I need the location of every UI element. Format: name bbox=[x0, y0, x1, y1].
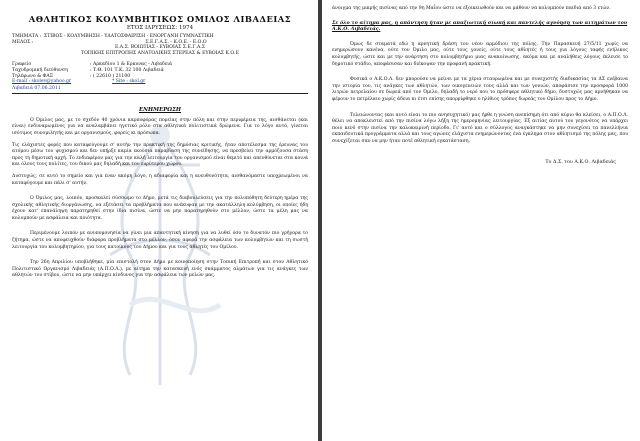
member-label: ΜΕΛΟΣ : bbox=[12, 39, 34, 45]
right-paragraph-2: Όμως δε σταματά εδώ η αρνητική δράση του νέου αρμόδιου της πόλης. Την Παρασκευή 27/5/11 χωρίς να ενημερώσουν κανένα, ούτε τον Όμιλο μας, ούτε τους γονείς, ούτε τους αθλητές ή τους για λόγους ταφής ενήλικος κολυμβητής, ώστε και με την ανάρτηση στο κολυμβητήριο μιας ανακοίνωσης, ακόμα και με αναλήθεις λόγους έκλεισε το δημοτικό στάδιο, αποφάσισαν και διέκοψαν την προφανή πρακτική. bbox=[332, 41, 628, 67]
right-paragraph-3: Φυσικά ο Α.Κ.Ο.Λ. δεν μπορούσε να μείνει με τα χέρια σταυρωμένα και με συνεχιστής διαδικασίας τα ΔΣ ενέβαινα την ιστορία του, τις ανάγκες των αθλητών, των οικογενειών τους αλλά και των γονιών, αποφάσισε την προσφορά 1000 λιτρών πετρελαίου σε δωρεά από τον Όμιλο, δηλαδή το νερό που το πρόσφερε αθλητικό δήμο, δυστυχώς μας αρνήθηκαν να φέρουν το πετρέλαιο χωρίς άδεια κι έτσι επίσης απορρίφθηκε ο ηλίθιος τρόπος δωρεάς του Ομίλου προς το Δήμο. bbox=[332, 77, 628, 102]
member-line-3: ΤΟΠΙΚΗΣ ΕΠΙΤΡΟΠΗΣ ΑΝΑΤΟΛΙΚΗΣ ΣΤΕΡΕΑΣ & ΕΥΒΟΙΑΣ Κ.Ο.Ε bbox=[81, 50, 239, 56]
departments-value: ΣΤΙΒΟΣ - ΚΟΛΥΜΒΗΣΗ - ΥΔΑΤΟΣΦΑΙΡΙΣΗ - ΕΝΟΡΓΑΝΗ ΓΥΜΝΑΣΤΙΚΗ bbox=[44, 34, 214, 39]
paragraph-3: Δυστυχώς, σε αυτό το σημείο και για έναν ακόμη λόγο, η αδιαφορία και η ανευθυνότητα, αισθανόμαστε υποχρεωμένοι να καταφύγουμε και πάλι σ' αυτήν. bbox=[12, 173, 308, 186]
founding-year: ΕΤΟΣ ΙΔΡΥΣΕΩΣ: 1974 bbox=[126, 25, 194, 31]
postal-label: Ταχυδρομική διεύθυνση bbox=[12, 67, 68, 73]
document-page-left bbox=[0, 0, 318, 441]
email-link[interactable]: E-mail : skolev@yahoo.gr bbox=[12, 79, 72, 85]
office-label: Γραφείο bbox=[12, 62, 32, 68]
member-line-2: Ε.Α.Σ. ΒΟΙΩΤΙΑΣ - ΕΥΒΟΙΑΣ Σ.Ε.Γ.Α.Σ bbox=[114, 45, 205, 51]
contact-block bbox=[12, 62, 308, 84]
document-page-right bbox=[322, 0, 640, 441]
paragraph-4: Ο Όμιλος μας, λοιπόν, προσκαλεί σύσσωμο το Δήμο, μετά τις διαβουλεύσεις για την πολυπόθητη δεύτερη ημέρα της σχολικής αθλητικής διοργάνωσης, να εξετάσει τα προβλήματα που ανέκυψαν με την ακατάλληλη κολύμβηση, οι οποίες ήδη έχουν κατ' επανάληψη παρατηρηθεί στην ίδια πισίνα, ώστε να μην παρατηρηθούν στο μέλλον, ώστε τα μέλη μας να κολυμπούν με ασφάλεια και ποιότητα. bbox=[12, 196, 308, 221]
phone-value: : ( 22610 ) 21100 bbox=[90, 73, 131, 79]
document-heading: ΕΝΗΜΕΡΩΣΗ bbox=[139, 106, 181, 113]
departments-label: ΤΜΗΜΑΤΑ : bbox=[12, 34, 42, 39]
club-title: ΑΘΛΗΤΙΚΟΣ ΚΟΛΥΜΒΗΤΙΚΟΣ ΟΜΙΛΟΣ ΛΙΒΑΔΕΙΑΣ bbox=[28, 14, 292, 24]
document-date: Λιβαδειά 07.06.2011 bbox=[12, 85, 61, 91]
paragraph-6 bbox=[12, 260, 308, 280]
office-value: : Αρκαδίου 1 & Ερκυνας - Λιβαδειά bbox=[90, 62, 173, 68]
member-line-1: Σ.Ε.Γ.Α.Σ. - Κ.Ο.Ε. - Ε.Ο.Ο bbox=[145, 39, 207, 45]
header-divider bbox=[12, 93, 308, 94]
paragraph-2: Τις ελάχιστες φορές που καταφεύγουμε σ' αυτήν την πρακτική της δημόσιας κριτικής, ήταν αποτέλεσμα της έρευνας του ατόμου μέσω του ψυχισμού και δεν υπήρξε καμία εκούσια παραβίαση της συνείδησης, να πρεσβεύει την αρμόζουσα στάση προς τη δημοτική αρχή. Το ενδιαφέρον μας για την καλή λειτουργία του οργανισμού είναι θεμιτό και απευθύνεται στα κοινά και όλους τους πολίτες, του δικού μας δηλαδή και του ευρύτερου χώρου. bbox=[12, 142, 308, 168]
paragraph-1: Ο Όμιλος μας, με το σχεδόν 40 χρόνια καρποφόρας πορείας στην πόλη και στην περιφέρεια της, αισθάνεται (και είναι) ενδυναμωμένος για να αναλαμβάνει ηγετικό ρόλο στα αθλητικά πολιτιστικά δρώμενα. Για το λόγο αυτό, γίνεται ισότιμος συνομιλητής και με οργανισμούς, φορείς κι πρόσωπα. bbox=[12, 117, 308, 136]
phone-label: Τηλέφωνο & ΦΑΞ bbox=[12, 73, 53, 79]
departments-block bbox=[12, 34, 308, 56]
postal-value: : Τ.Θ. 101 Τ.Κ. 32 100 Λιβαδειά bbox=[90, 67, 164, 73]
signature-line: Το Δ.Σ. του Α.Κ.Ο. Λιβαδειάς bbox=[545, 159, 616, 165]
paragraph-6-text: υποβλήθηκε, μία επιστολή στον Δήμο με κοινοποίηση στην Τοπική Επιτροπή και στον Αθλητικό Πολιτιστικό Οργανισμό Λιβαδειάς (Α.Π.Ο.Λ.), με αίτημα την κατασκευή ενός σκάμματος αλμάτων για τις ανάγκες των αθλητών του στίβου, ώστε να μην υπάρχει κίνδυνος για την ασφάλεια των μελών μας. bbox=[12, 260, 308, 279]
paragraph-6-date: Την 26η Απριλίου bbox=[30, 260, 73, 266]
right-paragraph-4: Τελειώνοντας (και αυτό είναι το πιο ανησυχητικό) μας ήρθε η γνώση ανεπίσημη ότι από αύριο θα κλείσει, ο Α.Π.Ο.Λ. θέλει να αποκλειστεί από την πισίνα λόγω λήξη της ημερομηνίας λειτουργίας. Εξ αιτίας αυτού του γεγονότος να υπάρχει ποιο κενό στην πισίνα την καλοκαιρινή περίοδο. Γι' αυτό και ο σύλλογος αναγκάστηκε να μην συνεχίσει τα πανελλήνια εκπαιδευτικά προγράμματα αλλά και τους αγώνες ελάχιστα ενημερώνοντας ένα έγκλημα στον αθλητισμό της πόλης μας, που συνεχίζεται σαν να μην ήταν ποτέ αθλητική εγκατάσταση. bbox=[332, 112, 628, 144]
site-link[interactable]: * Site : skol.gr bbox=[112, 79, 146, 85]
right-paragraph-1: άνοιγμα της μικρής πισίνας από την 9η Μαΐου ώστε να εξοικειωθούν και να μάθουν να κολυμπούν παιδιά από 3 ετών. bbox=[332, 6, 611, 11]
paragraph-5: Περιμένουμε λοιπόν με ανυπομονησία να γίνει μια απαντητική κίνηση για να λυθεί όσο το δυνατόν πιο γρήγορα το ζήτημα, ώστε να αποφευχθούν διάφορα προβλήματα στο μέλλον, όσον αφορά την ασφάλεια των κολυμβητών και τη σωστή λειτουργία του κολυμβητηρίου, για τους κατοίκους του Δήμου και για τους αθλητές του Ομίλου. bbox=[12, 231, 308, 250]
right-bold-statement: Σε όλο το αίτημα μας, η απάντηση ήταν με απαξιωτική σιωπή και παντελής αγνόηση των αιτημάτων του Α.Κ.Ο. Λιβαδειάς. bbox=[332, 19, 628, 33]
